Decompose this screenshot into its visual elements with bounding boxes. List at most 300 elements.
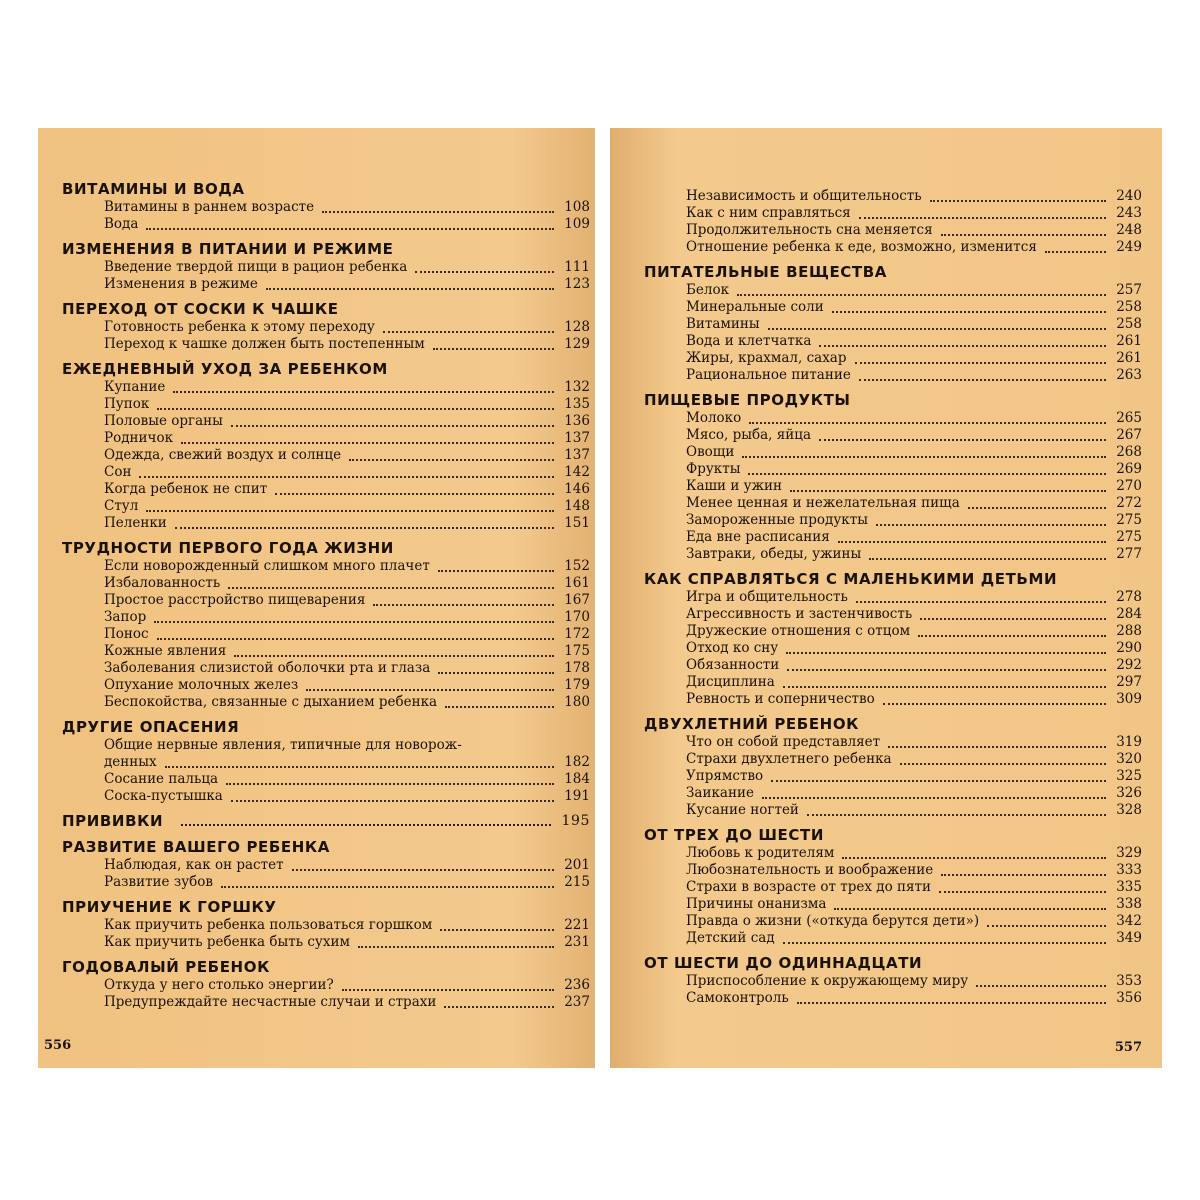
entry-title: Изменения в режиме [104,276,258,292]
toc-entry[interactable] [62,319,590,336]
section-title: ОТ ТРЕХ ДО ШЕСТИ [644,826,824,844]
entry-title: Фрукты [686,461,741,477]
entry-title: Купание [104,379,166,395]
entry-page-number: 178 [564,660,590,676]
toc-section [62,359,590,532]
entry-title: Развитие зубов [104,874,214,890]
entry-page-number: 231 [564,934,590,950]
entry-title: Продолжительность сна меняется [686,222,933,238]
entry-title: Отношение ребенка к еде, возможно, изменится [686,239,1037,255]
entry-page-number: 167 [564,592,590,608]
toc-entry[interactable] [62,396,590,413]
dot-leader [349,458,554,461]
dot-leader [139,475,554,478]
section-page-number: 195 [561,813,590,829]
entry-title: Половые органы [104,413,223,429]
section-heading[interactable] [644,390,1142,410]
section-heading[interactable] [644,714,1142,734]
entry-title: Заикание [686,785,754,801]
dot-leader [165,765,554,768]
dot-leader [228,586,554,589]
entry-page-number: 151 [564,515,590,531]
entry-page-number: 319 [1116,734,1142,750]
toc-entry[interactable] [62,498,590,515]
toc-entry[interactable] [62,917,590,934]
toc-entry[interactable] [644,674,1142,691]
dot-leader [181,823,551,826]
entry-page-number: 132 [564,379,590,395]
entry-title: Детский сад [686,930,775,946]
section-title: ГОДОВАЛЫЙ РЕБЕНОК [62,958,270,976]
toc-entry[interactable] [62,413,590,430]
toc-entry[interactable] [62,788,590,805]
toc-entry[interactable] [644,691,1142,708]
entry-title: Общие нервные явления, типичные для новорож- [104,737,462,753]
entry-page-number: 248 [1116,222,1142,238]
section-heading[interactable] [62,359,590,379]
dot-leader [266,287,554,290]
toc-entry[interactable] [62,677,590,694]
entry-title: Жиры, крахмал, сахар [686,350,847,366]
toc-entry[interactable] [644,205,1142,222]
entry-title: Наблюдая, как он растет [104,857,284,873]
entry-page-number: 284 [1116,606,1142,622]
right-table-of-contents [644,188,1142,1013]
toc-entry[interactable] [644,188,1142,205]
entry-page-number: 265 [1116,410,1142,426]
toc-entry[interactable] [62,874,590,891]
entry-title: Менее ценная и нежелательная пища [686,495,960,511]
entry-title: Отход ко сну [686,640,779,656]
entry-title: Рациональное питание [686,367,851,383]
entry-page-number: 142 [564,464,590,480]
entry-page-number: 249 [1116,239,1142,255]
toc-entry[interactable] [644,478,1142,495]
toc-entry[interactable] [644,606,1142,623]
toc-entry[interactable] [62,430,590,447]
entry-page-number: 221 [564,917,590,933]
entry-page-number: 333 [1116,862,1142,878]
entry-title: Самоконтроль [686,990,789,1006]
entry-page-number: 297 [1116,674,1142,690]
entry-page-number: 356 [1116,990,1142,1006]
entry-title: Кусание ногтей [686,802,799,818]
section-spacer [62,1011,590,1017]
entry-page-number: 137 [564,447,590,463]
entry-page-number: 335 [1116,879,1142,895]
dot-leader [787,668,1106,671]
entry-title: Овощи [686,444,735,460]
section-heading[interactable] [62,897,590,917]
section-heading[interactable] [62,179,590,199]
toc-section [62,179,590,233]
toc-entry[interactable] [644,589,1142,606]
toc-entry[interactable] [644,495,1142,512]
toc-section [644,262,1142,384]
toc-entry[interactable] [644,367,1142,384]
dot-leader [438,671,554,674]
toc-entry[interactable] [644,751,1142,768]
toc-entry[interactable] [644,973,1142,990]
entry-page-number: 268 [1116,444,1142,460]
toc-entry[interactable] [644,546,1142,563]
section-heading[interactable] [62,811,590,831]
toc-section [62,811,590,831]
toc-entry[interactable] [62,558,590,575]
entry-title: Причины онанизма [686,896,827,912]
entry-title: Страхи двухлетнего ребенка [686,751,892,767]
section-heading[interactable] [644,569,1142,589]
entry-page-number: 320 [1116,751,1142,767]
toc-entry[interactable] [62,771,590,788]
section-title: ОТ ШЕСТИ ДО ОДИННАДЦАТИ [644,954,923,972]
entry-page-number: 236 [564,977,590,993]
toc-section [62,897,590,951]
dot-leader [832,310,1106,313]
dot-leader [748,472,1106,475]
dot-leader [987,924,1106,927]
entry-title: Дружеские отношения с отцом [686,623,911,639]
toc-entry[interactable] [62,934,590,951]
entry-page-number: 175 [564,643,590,659]
entry-page-number: 338 [1116,896,1142,912]
entry-page-number: 191 [564,788,590,804]
entry-page-number: 258 [1116,299,1142,315]
dot-leader [433,347,554,350]
toc-entry[interactable] [644,529,1142,546]
toc-section [644,390,1142,563]
toc-entry[interactable] [644,222,1142,239]
toc-entry[interactable] [62,977,590,994]
toc-entry[interactable] [62,216,590,233]
toc-section [62,957,590,1011]
entry-title: Ревность и соперничество [686,691,875,707]
entry-page-number: 309 [1116,691,1142,707]
dot-leader [762,796,1106,799]
entry-page-number: 261 [1116,333,1142,349]
entry-title: Стул [104,498,139,514]
section-title: ПРИУЧЕНИЕ К ГОРШКУ [62,898,277,916]
toc-section [62,299,590,353]
toc-entry[interactable] [62,737,590,771]
entry-page-number: 267 [1116,427,1142,443]
dot-leader [876,523,1106,526]
dot-leader [888,745,1106,748]
section-heading[interactable] [644,953,1142,973]
toc-entry[interactable] [62,464,590,481]
entry-page-number: 109 [564,216,590,232]
entry-title: Предупреждайте несчастные случаи и страхи [104,994,437,1010]
toc-entry[interactable] [62,643,590,660]
toc-entry[interactable] [62,857,590,874]
toc-entry[interactable] [644,990,1142,1007]
toc-section [62,239,590,293]
entry-page-number: 172 [564,626,590,642]
toc-entry[interactable] [62,199,590,216]
toc-entry[interactable] [644,623,1142,640]
toc-entry[interactable] [644,879,1142,896]
toc-entry[interactable] [62,994,590,1011]
toc-entry[interactable] [644,896,1142,913]
dot-leader [438,569,554,572]
toc-entry[interactable] [644,845,1142,862]
section-title: ТРУДНОСТИ ПЕРВОГО ГОДА ЖИЗНИ [62,539,394,557]
entry-page-number: 278 [1116,589,1142,605]
dot-leader [786,651,1106,654]
section-heading[interactable] [62,837,590,857]
dot-leader [175,526,554,529]
book-gutter [595,128,610,1068]
toc-entry[interactable] [62,259,590,276]
section-heading[interactable] [644,825,1142,845]
entry-page-number: 170 [564,609,590,625]
section-title: ЕЖЕДНЕВНЫЙ УХОД ЗА РЕБЕНКОМ [62,360,388,378]
entry-page-number: 329 [1116,845,1142,861]
toc-entry[interactable] [62,626,590,643]
entry-page-number: 328 [1116,802,1142,818]
toc-entry[interactable] [644,350,1142,367]
toc-entry[interactable] [644,640,1142,657]
dot-leader [322,210,554,213]
entry-title: Любовь к родителям [686,845,835,861]
dot-leader [783,941,1106,944]
entry-title: Запор [104,609,147,625]
dot-leader [181,441,554,444]
entry-title: Завтраки, обеды, ужины [686,546,862,562]
dot-leader [819,344,1106,347]
dot-leader [807,813,1106,816]
section-title: ВИТАМИНЫ И ВОДА [62,180,245,198]
entry-title: Замороженные продукты [686,512,868,528]
left-page [38,128,595,1068]
entry-title: Еда вне расписания [686,529,830,545]
entry-page-number: 129 [564,336,590,352]
entry-title: Беспокойства, связанные с дыханием ребенка [104,694,438,710]
dot-leader [275,492,554,495]
entry-page-number: 136 [564,413,590,429]
toc-entry[interactable] [62,592,590,609]
section-spacer [644,1007,1142,1013]
dot-leader [918,634,1106,637]
entry-title: Вода [104,216,139,232]
entry-title: Одежда, свежий воздух и солнце [104,447,342,463]
section-title: ПРИВИВКИ [62,812,164,830]
dot-leader [444,1005,554,1008]
dot-leader [976,984,1106,987]
entry-title: Витамины [686,316,760,332]
dot-leader [859,378,1106,381]
page-number: 557 [1114,1040,1142,1055]
toc-entry[interactable] [644,913,1142,930]
toc-entry[interactable] [644,299,1142,316]
dot-leader [749,421,1106,424]
entry-title: Обязанности [686,657,780,673]
dot-leader [920,617,1106,620]
entry-page-number: 353 [1116,973,1142,989]
toc-entry[interactable] [62,694,590,711]
dot-leader [941,233,1106,236]
toc-entry[interactable] [62,575,590,592]
dot-leader [790,489,1106,492]
toc-section [644,714,1142,819]
dot-leader [231,799,554,802]
entry-title: Когда ребенок не спит [104,481,268,497]
entry-title: Как с ним справляться [686,205,851,221]
dot-leader [154,620,554,623]
dot-leader [855,361,1107,364]
toc-entry[interactable] [644,461,1142,478]
toc-entry[interactable] [62,276,590,293]
toc-entry[interactable] [62,379,590,396]
toc-entry[interactable] [62,481,590,498]
dot-leader [1045,250,1106,253]
toc-entry[interactable] [644,657,1142,674]
dot-leader [856,600,1106,603]
entry-title: Простое расстройство пищеварения [104,592,366,608]
entry-page-number: 152 [564,558,590,574]
entry-title: Что он собой представляет [686,734,881,750]
entry-continuation-line [104,754,590,771]
entry-page-number: 275 [1116,529,1142,545]
dot-leader [306,688,554,691]
toc-section [644,825,1142,947]
entry-title: Любознательность и воображение [686,862,934,878]
entry-title: Вода и клетчатка [686,333,812,349]
dot-leader [157,407,554,410]
dot-leader [941,873,1106,876]
section-title: ПИЩЕВЫЕ ПРОДУКТЫ [644,391,851,409]
toc-section [644,569,1142,708]
entry-title: Пеленки [104,515,167,531]
section-heading[interactable] [62,957,590,977]
dot-leader [383,330,554,333]
dot-leader [440,928,554,931]
toc-entry[interactable] [644,316,1142,333]
section-title: ДВУХЛЕТНИЙ РЕБЕНОК [644,715,860,733]
dot-leader [415,270,554,273]
entry-title: Понос [104,626,149,642]
dot-leader [226,782,554,785]
entry-page-number: 243 [1116,205,1142,221]
dot-leader [783,685,1106,688]
entry-title: Готовность ребенка к этому переходу [104,319,375,335]
dot-leader [869,557,1106,560]
section-title: ИЗМЕНЕНИЯ В ПИТАНИИ И РЕЖИМЕ [62,240,394,258]
toc-entry[interactable] [644,239,1142,256]
entry-page-number: 257 [1116,282,1142,298]
dot-leader [146,227,554,230]
entry-page-number: 261 [1116,350,1142,366]
section-heading[interactable] [62,717,590,737]
entry-page-number: 258 [1116,316,1142,332]
entry-title: Заболевания слизистой оболочки рта и глаза [104,660,431,676]
entry-page-number: 272 [1116,495,1142,511]
toc-entry[interactable] [62,660,590,677]
right-page [610,128,1162,1068]
entry-page-number: 137 [564,430,590,446]
section-heading[interactable] [62,299,590,319]
entry-page-number: 349 [1116,930,1142,946]
entry-page-number: 135 [564,396,590,412]
dot-leader [373,603,554,606]
entry-title: Молоко [686,410,742,426]
section-title: КАК СПРАВЛЯТЬСЯ С МАЛЕНЬКИМИ ДЕТЬМИ [644,570,1058,588]
toc-entry[interactable] [644,333,1142,350]
entry-page-number: 128 [564,319,590,335]
entry-page-number: 180 [564,694,590,710]
toc-entry[interactable] [644,512,1142,529]
toc-entry[interactable] [62,336,590,353]
toc-entry[interactable] [644,444,1142,461]
entry-page-number: 179 [564,677,590,693]
entry-page-number: 342 [1116,913,1142,929]
dot-leader [900,762,1106,765]
section-heading[interactable] [62,538,590,558]
entry-title: Кожные явления [104,643,227,659]
toc-entry[interactable] [644,410,1142,427]
entry-page-number: 288 [1116,623,1142,639]
toc-entry[interactable] [644,862,1142,879]
dot-leader [234,654,554,657]
section-title: ДРУГИЕ ОПАСЕНИЯ [62,718,240,736]
toc-entry[interactable] [62,515,590,532]
entry-title: Как приучить ребенка пользоваться горшком [104,917,433,933]
entry-page-number: 290 [1116,640,1142,656]
toc-entry[interactable] [644,930,1142,947]
entry-title: Сосание пальца [104,771,219,787]
entry-page-number: 270 [1116,478,1142,494]
entry-title: Как приучить ребенка быть сухим [104,934,350,950]
toc-entry[interactable] [644,768,1142,785]
section-heading[interactable] [644,262,1142,282]
entry-title: Минеральные соли [686,299,824,315]
entry-page-number: 161 [564,575,590,591]
dot-leader [221,885,554,888]
entry-page-number: 148 [564,498,590,514]
dot-leader [930,199,1106,202]
dot-leader [797,1001,1106,1004]
toc-entry[interactable] [644,734,1142,751]
entry-page-number: 292 [1116,657,1142,673]
toc-entry[interactable] [644,785,1142,802]
section-title: РАЗВИТИЕ ВАШЕГО РЕБЕНКА [62,838,330,856]
entry-title: Родничок [104,430,174,446]
toc-entry[interactable] [644,802,1142,819]
dot-leader [768,327,1106,330]
entry-title: Опухание молочных желез [104,677,299,693]
entry-page-number: 269 [1116,461,1142,477]
dot-leader [231,424,554,427]
entry-page-number: 325 [1116,768,1142,784]
entry-title: Избалованность [104,575,221,591]
entry-page-number: 237 [564,994,590,1010]
entry-title: Игра и общительность [686,589,848,605]
toc-entry[interactable] [62,609,590,626]
toc-entry[interactable] [644,282,1142,299]
dot-leader [939,890,1106,893]
toc-entry[interactable] [62,447,590,464]
entry-title: Независимость и общительность [686,188,922,204]
section-heading[interactable] [62,239,590,259]
entry-page-number: 263 [1116,367,1142,383]
page-number: 556 [44,1038,72,1053]
entry-page-number: 275 [1116,512,1142,528]
section-title: ПИТАТЕЛЬНЫЕ ВЕЩЕСТВА [644,263,887,281]
entry-title: Белок [686,282,730,298]
left-table-of-contents [62,179,590,1017]
toc-entry[interactable] [644,427,1142,444]
section-title: ПЕРЕХОД ОТ СОСКИ К ЧАШКЕ [62,300,339,318]
